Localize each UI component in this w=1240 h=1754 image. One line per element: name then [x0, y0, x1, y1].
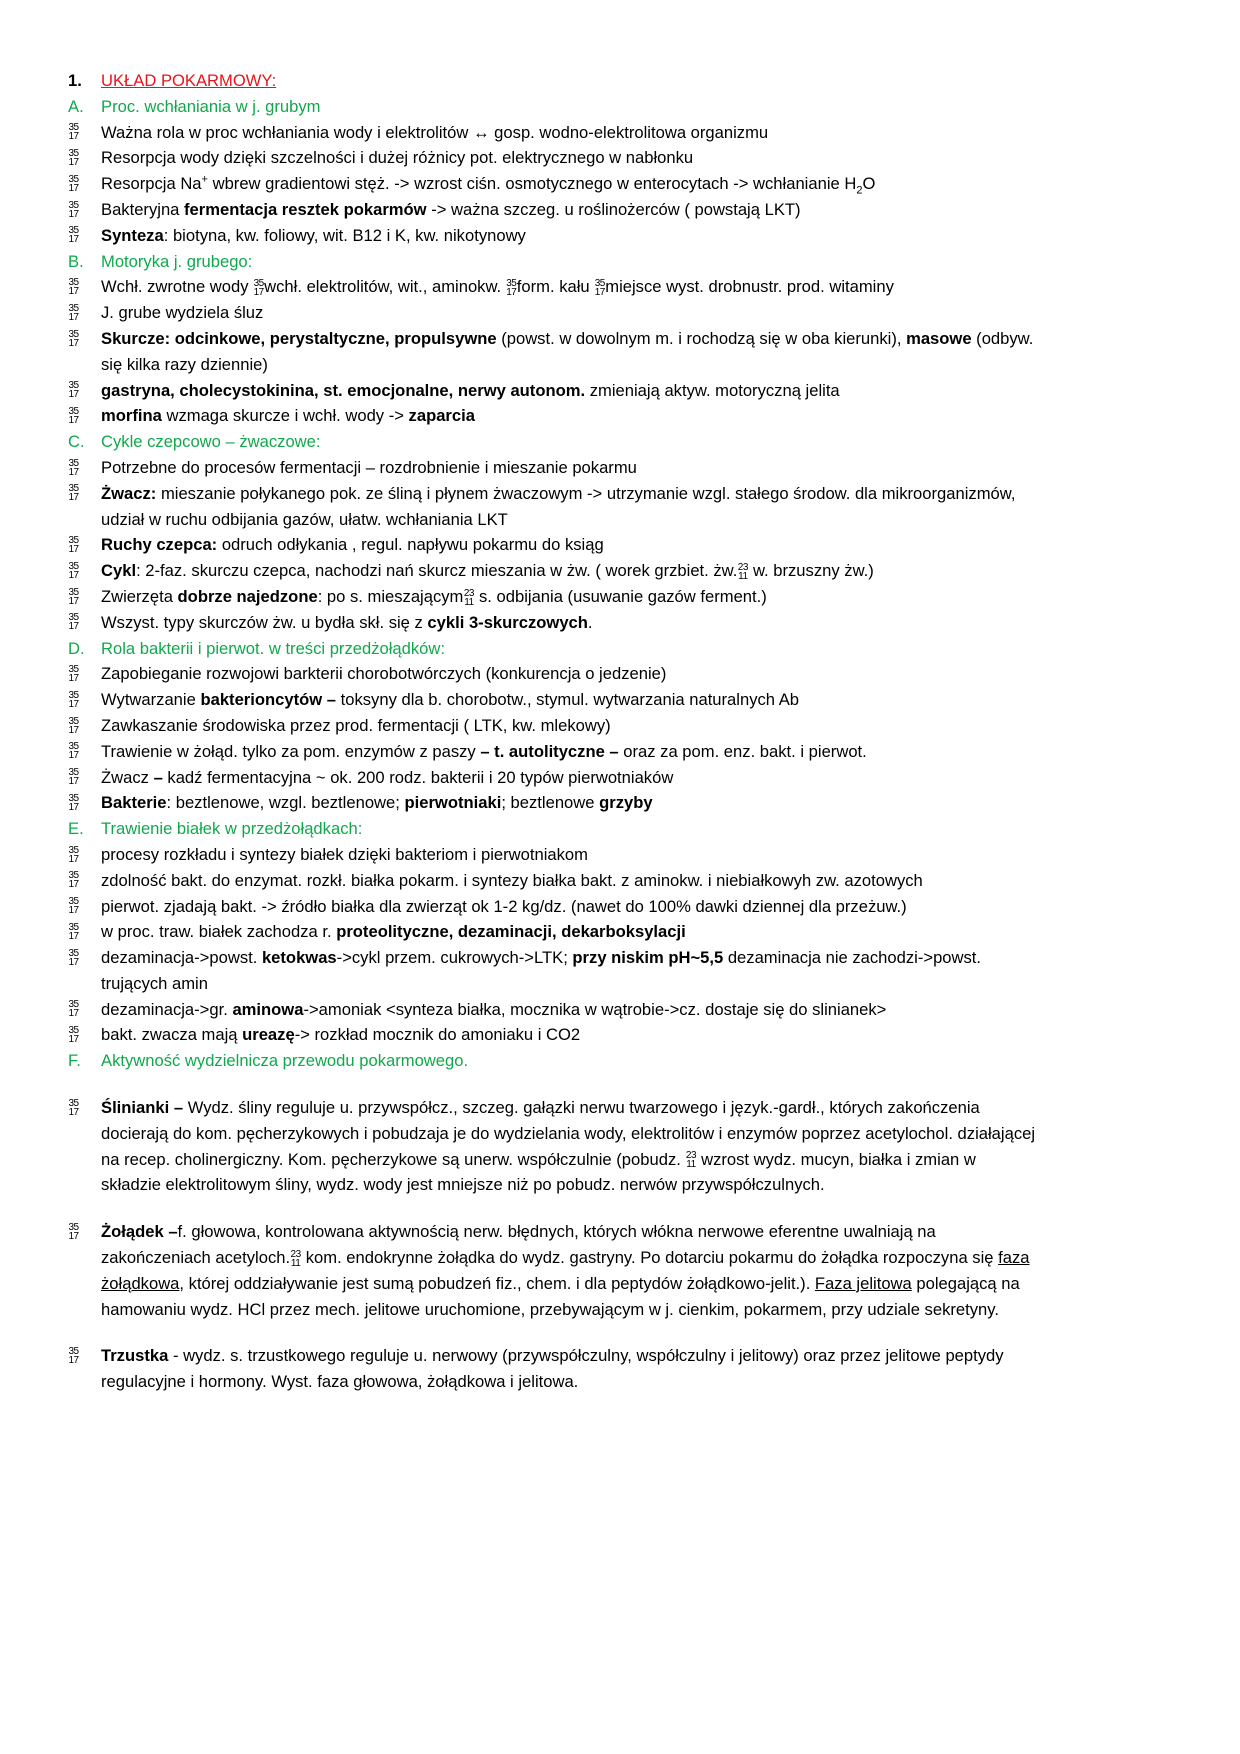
list-marker: [68, 197, 98, 223]
list-item: [68, 997, 1038, 1023]
glyph-bottom: 17: [68, 337, 79, 349]
glyph-bottom: 17: [68, 879, 79, 891]
glyph-top: 23: [463, 587, 474, 599]
text-segment: +: [201, 173, 208, 186]
list-item: [68, 945, 1038, 997]
text-segment: Cykl: [101, 561, 137, 581]
list-marker: [68, 739, 98, 765]
text-segment: : biotyna, kw. foliowy, wit. B12 i K, kw. nikotynowy: [163, 225, 526, 245]
list-item: [68, 713, 1038, 739]
glyph-top: 35: [68, 380, 79, 392]
list-item: [68, 532, 1038, 558]
text-segment: wchł. elektrolitów, wit., aminokw.: [264, 277, 506, 297]
text-segment: odruch odłykania , regul. napływu pokarmu do ksiąg: [217, 535, 604, 555]
glyph-bottom: 17: [68, 182, 79, 194]
text-segment: masowe: [906, 328, 972, 348]
glyph-top: 35: [68, 199, 79, 211]
bullet-glyph-icon: [290, 1250, 301, 1268]
bullet-glyph-icon: [506, 279, 517, 297]
text-segment: Wydz. śliny reguluje u. przywspółcz., szczeg. gałązki nerwu twarzowego i język.-gardł., których zakończenia docierają do kom. pęcherzykowych i pobudzaja je do wydzielania wody, elektrolitów i enzymów poprzez acetylochol. działającej na recep. cholinergiczny. Kom. pęcherzykowe są unerw. współczulnie (pobudz.: [101, 1098, 1036, 1169]
glyph-top: 35: [68, 1025, 79, 1037]
text-segment: kom. endokrynne żołądka do wydz. gastryny. Po dotarciu pokarmu do żołądka rozpoczyna się: [301, 1248, 999, 1268]
list-marker: [68, 997, 98, 1023]
section-title: Motoryka j. grubego:: [101, 251, 253, 271]
bullet-glyph-icon: [68, 278, 79, 296]
list-item: [68, 661, 1038, 687]
glyph-bottom: 17: [68, 414, 79, 426]
text-segment: O: [862, 174, 876, 194]
text-segment: wbrew gradientowi stęż. -> wzrost ciśn. osmotycznego w enterocytach -> wchłanianie H: [207, 174, 857, 194]
list-marker: [68, 300, 98, 326]
bullet-glyph-icon: [68, 1000, 79, 1018]
text-segment: : po s. mieszającym: [317, 586, 464, 606]
list-marker: [68, 532, 98, 558]
bullet-glyph-icon: [68, 149, 79, 167]
glyph-bottom: 17: [68, 930, 79, 942]
glyph-top: 35: [68, 534, 79, 546]
text-segment: Bakteryjna: [101, 199, 185, 219]
text-segment: kadź fermentacyjna ~ ok. 200 rodz. bakterii i 20 typów pierwotniaków: [162, 767, 674, 787]
text-segment: Żwacz:: [101, 483, 157, 503]
list-marker: [68, 713, 98, 739]
bullet-glyph-icon: [68, 1099, 79, 1117]
section-heading: [68, 429, 1038, 455]
sections: [68, 94, 1038, 1395]
bullet-glyph-icon: [68, 123, 79, 141]
bullet-glyph-icon: [68, 330, 79, 348]
glyph-top: 35: [68, 767, 79, 779]
list-marker: [68, 558, 98, 584]
glyph-top: 35: [68, 1097, 79, 1109]
list-marker: [68, 868, 98, 894]
list-item: [68, 868, 1038, 894]
list-marker: [68, 403, 98, 429]
list-item: [68, 790, 1038, 816]
section-title: Proc. wchłaniania w j. grubym: [101, 96, 321, 116]
document-title: [68, 68, 1038, 94]
text-segment: dezaminacja->powst.: [101, 948, 262, 968]
bullet-glyph-icon: [68, 871, 79, 889]
glyph-top: 23: [685, 1150, 697, 1162]
glyph-top: 35: [506, 277, 517, 289]
text-segment: J. grube wydziela śluz: [101, 303, 264, 323]
glyph-bottom: 17: [68, 157, 79, 168]
glyph-bottom: 17: [68, 234, 79, 246]
text-segment: 2: [856, 184, 863, 197]
bullet-glyph-icon: [68, 613, 79, 631]
list-item: [68, 274, 1038, 300]
glyph-bottom: 17: [253, 286, 264, 298]
list-marker: [68, 945, 98, 971]
text-segment: .: [587, 612, 593, 632]
bullet-glyph-icon: [68, 226, 79, 244]
glyph-top: 35: [68, 741, 79, 753]
list-marker: [68, 1095, 98, 1121]
bullet-glyph-icon: [68, 897, 79, 915]
glyph-bottom: 17: [68, 724, 79, 736]
bullet-glyph-icon: [737, 563, 748, 581]
text-segment: Resorpcja Na: [101, 174, 202, 194]
section-marker: E.: [68, 819, 84, 839]
bullet-glyph-icon: [68, 665, 79, 683]
list-item: [68, 481, 1038, 533]
list-marker: [68, 894, 98, 920]
list-marker: [68, 378, 98, 404]
list-item: [68, 894, 1038, 920]
glyph-top: 35: [68, 870, 79, 882]
glyph-bottom: 17: [68, 1106, 79, 1118]
bullet-glyph-icon: [685, 1151, 696, 1169]
text-segment: dobrze najedzone: [177, 586, 318, 606]
glyph-bottom: 17: [506, 286, 517, 298]
glyph-top: 35: [68, 148, 79, 159]
glyph-top: 35: [68, 1346, 79, 1358]
glyph-top: 35: [68, 302, 79, 314]
text-segment: przy niskim pH~5,5: [572, 948, 724, 968]
text-segment: Ruchy czepca:: [101, 535, 218, 555]
text-segment: wzmaga skurcze i wchł. wody ->: [161, 406, 409, 426]
glyph-top: 35: [68, 225, 79, 237]
bullet-glyph-icon: [68, 1026, 79, 1044]
text-segment: (odbyw. się kilka razy dziennie): [101, 328, 1034, 374]
text-segment: toksyny dla b. chorobotw., stymul. wytwarzania naturalnych Ab: [336, 690, 800, 710]
list-item: [68, 171, 1038, 197]
glyph-bottom: 17: [68, 492, 79, 504]
glyph-top: 35: [68, 947, 79, 959]
glyph-bottom: 11: [686, 1159, 696, 1171]
text-segment: : 2-faz. skurczu czepca, nachodzi nań skurcz mieszania w żw. ( worek grzbiet. żw.: [136, 561, 738, 581]
text-segment: Wszyst. typy skurczów żw. u bydła skł. się z: [101, 612, 428, 632]
text-segment: mieszanie połykanego pok. ze śliną i płynem żwaczowym -> utrzymanie wzgl. stałego środow. dla mikroorganizmów, udział w ruchu odbijania gazów, ułatw. wchłaniania LKT: [101, 483, 1016, 529]
bullet-glyph-icon: [68, 381, 79, 399]
glyph-top: 35: [68, 921, 79, 933]
glyph-bottom: 17: [68, 698, 79, 710]
text-segment: polegającą na hamowaniu wydz. HCl przez mech. jelitowe uruchomione, przebywającym w j. cienkim, pokarmem, przy udziale sekretyny.: [101, 1273, 1020, 1319]
glyph-bottom: 17: [68, 311, 79, 323]
bullet-glyph-icon: [68, 1347, 79, 1365]
list-item: [68, 739, 1038, 765]
glyph-top: 35: [68, 586, 79, 598]
section-title: Aktywność wydzielnicza przewodu pokarmowego.: [101, 1051, 469, 1071]
list-item: [68, 558, 1038, 584]
text-segment: Trzustka: [101, 1346, 169, 1366]
text-segment: faza żołądkowa: [101, 1248, 1030, 1293]
text-segment: proteolityczne, dezaminacji, dekarboksylacji: [336, 922, 686, 942]
title-number: 1.: [68, 71, 82, 90]
bullet-glyph-icon: [68, 304, 79, 322]
text-segment: Faza jelitowa: [814, 1273, 912, 1293]
list-marker: [68, 455, 98, 481]
glyph-top: 35: [68, 999, 79, 1011]
text-segment: bakt. zwacza mają: [101, 1025, 243, 1045]
glyph-top: 35: [68, 715, 79, 727]
glyph-bottom: 17: [68, 389, 79, 401]
text-segment: Wytwarzanie: [101, 690, 201, 710]
section-marker: D.: [68, 638, 85, 658]
text-segment: aminowa: [232, 999, 304, 1019]
list-marker: [68, 687, 98, 713]
text-segment: - wydz. s. trzustkowego reguluje u. nerwowy (przywspółczulny, współczulny i jelitowy) oraz przez jelitowe peptydy regulacyjne i hormony. Wyst. faza głowowa, żołądkowa i jelitowa.: [101, 1346, 1004, 1392]
text-segment: cykli 3-skurczowych: [427, 612, 588, 632]
text-segment: Trawienie w żołąd. tylko za pom. enzymów z paszy: [101, 741, 481, 761]
glyph-top: 35: [68, 276, 79, 288]
text-segment: wzrost wydz. mucyn, białka i zmian w składzie elektrolitowym śliny, wydz. wody jest mniejsze niż po pobudz. nerwów przywspółczulnych.: [101, 1149, 976, 1195]
list-item: [68, 687, 1038, 713]
text-segment: dezaminacja nie zachodzi->powst. trujących amin: [101, 948, 982, 993]
list-item: [68, 842, 1038, 868]
glyph-bottom: 17: [68, 672, 79, 684]
text-segment: ketokwas: [261, 948, 337, 968]
text-segment: – t. autolityczne –: [480, 741, 619, 761]
list-marker: [68, 790, 98, 816]
text-segment: ureazę: [242, 1025, 295, 1045]
list-item: [68, 378, 1038, 404]
glyph-bottom: 17: [68, 1034, 79, 1046]
glyph-bottom: 17: [68, 956, 79, 968]
list-marker: [68, 661, 98, 687]
bullet-glyph-icon: [68, 536, 79, 554]
text-segment: f. głowowa, kontrolowana aktywnością nerw. błędnych, których włókna nerwowe eferentne uwalniają na zakończeniach acetyloch.: [101, 1222, 936, 1268]
list-marker: [68, 919, 98, 945]
text-segment: s. odbijania (usuwanie gazów ferment.): [474, 586, 767, 606]
section-marker: C.: [68, 432, 85, 452]
section-heading: [68, 636, 1038, 662]
list-item: [68, 610, 1038, 636]
list-marker: [68, 120, 98, 146]
text-segment: ->amoniak <synteza białka, mocznika w wątrobie->cz. dostaje się do slinianek>: [303, 999, 887, 1019]
list-marker: [68, 1022, 98, 1048]
paragraph: [68, 1095, 1038, 1198]
paragraph: [68, 1343, 1038, 1395]
glyph-top: 35: [68, 689, 79, 701]
text-segment: Zwierzęta: [101, 586, 178, 606]
list-marker: [68, 584, 98, 610]
bullet-glyph-icon: [68, 768, 79, 786]
glyph-bottom: 17: [594, 286, 605, 298]
glyph-bottom: 17: [68, 1230, 79, 1242]
list-item: [68, 403, 1038, 429]
glyph-bottom: 17: [68, 466, 79, 478]
glyph-bottom: 17: [68, 776, 79, 788]
text-segment: oraz za pom. enz. bakt. i pierwot.: [618, 741, 867, 761]
text-segment: , której oddziaływanie jest sumą pobudzeń fiz., chem. i dla peptydów żołądkowo-jelit.).: [179, 1273, 815, 1293]
text-segment: Synteza: [101, 225, 164, 245]
bullet-glyph-icon: [68, 562, 79, 580]
text-segment: Zawkaszanie środowiska przez prod. fermentacji ( LTK, kw. mlekowy): [101, 715, 611, 735]
section-heading: [68, 94, 1038, 120]
glyph-top: 35: [68, 896, 79, 908]
list-item: [68, 584, 1038, 610]
bullet-glyph-icon: [68, 846, 79, 864]
text-segment: morfina: [101, 406, 162, 426]
list-item: [68, 1022, 1038, 1048]
glyph-top: 35: [594, 277, 605, 289]
glyph-top: 35: [68, 328, 79, 340]
glyph-top: 35: [68, 792, 79, 804]
list-marker: [68, 274, 98, 300]
bullet-glyph-icon: [68, 794, 79, 812]
text-segment: Żwacz: [101, 767, 154, 787]
bullet-glyph-icon: [68, 588, 79, 606]
glyph-bottom: 17: [68, 905, 79, 917]
text-segment: zaparcia: [408, 406, 475, 426]
list-marker: [68, 481, 98, 507]
glyph-bottom: 17: [68, 543, 79, 555]
glyph-bottom: 17: [68, 1355, 79, 1367]
list-marker: [68, 610, 98, 636]
text-segment: Wchł. zwrotne wody: [101, 277, 254, 297]
text-segment: Ślinianki –: [101, 1098, 184, 1118]
text-segment: Skurcze: odcinkowe, perystaltyczne, propulsywne: [101, 328, 497, 348]
text-segment: form. kału: [516, 277, 595, 297]
text-segment: –: [153, 767, 163, 787]
glyph-top: 35: [68, 844, 79, 856]
text-segment: -> ważna szczeg. u roślinożerców ( powstają LKT): [426, 199, 801, 219]
glyph-top: 35: [68, 405, 79, 417]
text-segment: Ważna rola w proc wchłaniania wody i elektrolitów ↔ gosp. wodno-elektrolitowa organizmu: [101, 122, 769, 142]
bullet-glyph-icon: [68, 484, 79, 502]
list-item: [68, 326, 1038, 378]
bullet-glyph-icon: [68, 1223, 79, 1241]
list-item: [68, 765, 1038, 791]
bullet-glyph-icon: [68, 691, 79, 709]
text-segment: grzyby: [599, 793, 653, 813]
list-marker: [68, 1219, 98, 1245]
glyph-bottom: 17: [68, 750, 79, 762]
text-segment: ; beztlenowe: [501, 793, 600, 813]
bullet-glyph-icon: [463, 589, 474, 607]
text-segment: dezaminacja->gr.: [101, 999, 233, 1019]
glyph-bottom: 17: [68, 131, 79, 143]
text-segment: miejsce wyst. drobnustr. prod. witaminy: [605, 277, 894, 297]
bullet-glyph-icon: [594, 279, 605, 297]
glyph-top: 23: [737, 561, 748, 573]
list-marker: [68, 223, 98, 249]
glyph-bottom: 17: [68, 1008, 79, 1020]
list-item: [68, 223, 1038, 249]
glyph-top: 35: [68, 1221, 79, 1233]
document-page: [68, 68, 1038, 1395]
list-item: [68, 145, 1038, 171]
list-marker: [68, 765, 98, 791]
section-title: Rola bakterii i pierwot. w treści przedżołądków:: [101, 638, 445, 658]
list-item: [68, 455, 1038, 481]
glyph-top: 23: [290, 1248, 301, 1260]
text-segment: -> rozkład mocznik do amoniaku i CO2: [294, 1025, 581, 1045]
glyph-bottom: 11: [464, 596, 474, 608]
bullet-glyph-icon: [68, 175, 79, 193]
list-marker: [68, 145, 98, 171]
text-segment: Potrzebne do procesów fermentacji – rozdrobnienie i mieszanie pokarmu: [101, 457, 637, 477]
text-segment: Zapobieganie rozwojowi barkterii chorobotwórczych (konkurencja o jedzenie): [101, 664, 667, 684]
text-segment: Bakterie: [101, 793, 167, 813]
glyph-bottom: 17: [68, 801, 79, 813]
text-segment: Resorpcja wody dzięki szczelności i dużej różnicy pot. elektrycznego w nabłonku: [101, 148, 694, 168]
text-segment: pierwotniaki: [404, 793, 502, 813]
bullet-glyph-icon: [68, 459, 79, 477]
glyph-bottom: 17: [68, 595, 79, 607]
text-segment: pierwot. zjadają bakt. -> źródło białka dla zwierząt ok 1-2 kg/dz. (nawet do 100% dawki dziennej dla przeżuw.): [101, 896, 907, 916]
glyph-bottom: 17: [68, 285, 79, 297]
paragraph: [68, 1219, 1038, 1322]
text-segment: : beztlenowe, wzgl. beztlenowe;: [166, 793, 405, 813]
section-marker: A.: [68, 96, 84, 116]
section-heading: [68, 816, 1038, 842]
glyph-top: 35: [68, 663, 79, 675]
bullet-glyph-icon: [68, 407, 79, 425]
bullet-glyph-icon: [68, 201, 79, 219]
glyph-top: 35: [68, 560, 79, 572]
section-marker: B.: [68, 251, 84, 271]
bullet-glyph-icon: [68, 949, 79, 967]
section-heading: [68, 249, 1038, 275]
text-segment: ->cykl przem. cukrowych->LTK;: [336, 948, 573, 968]
text-segment: fermentacja resztek pokarmów: [184, 199, 427, 219]
section-heading: [68, 1048, 1038, 1074]
list-marker: [68, 171, 98, 197]
glyph-bottom: 11: [290, 1257, 301, 1269]
bullet-glyph-icon: [68, 717, 79, 735]
text-segment: w. brzuszny żw.): [748, 561, 874, 581]
glyph-bottom: 17: [68, 853, 79, 865]
list-item: [68, 919, 1038, 945]
list-marker: [68, 1343, 98, 1369]
glyph-top: 35: [68, 483, 79, 495]
list-item: [68, 120, 1038, 146]
bullet-glyph-icon: [68, 923, 79, 941]
glyph-top: 35: [68, 457, 79, 469]
text-segment: Żołądek –: [101, 1222, 178, 1242]
bullet-glyph-icon: [68, 742, 79, 760]
section-title: Cykle czepcowo – żwaczowe:: [101, 432, 321, 452]
title-text: UKŁAD POKARMOWY:: [101, 71, 277, 90]
text-segment: (powst. w dowolnym m. i rochodzą się w oba kierunki),: [496, 328, 907, 348]
bullet-glyph-icon: [253, 279, 264, 297]
glyph-top: 35: [68, 122, 79, 134]
list-item: [68, 197, 1038, 223]
text-segment: w proc. traw. białek zachodza r.: [101, 922, 337, 942]
section-title: Trawienie białek w przedżołądkach:: [101, 819, 363, 839]
text-segment: zmieniają aktyw. motoryczną jelita: [585, 380, 840, 400]
list-marker: [68, 326, 98, 352]
text-segment: zdolność bakt. do enzymat. rozkł. białka pokarm. i syntezy białka bakt. z aminokw. i niebiałkowyh zw. azotowych: [101, 870, 923, 890]
glyph-bottom: 17: [68, 621, 79, 633]
list-marker: [68, 842, 98, 868]
glyph-top: 35: [68, 173, 79, 185]
text-segment: bakterioncytów –: [200, 690, 337, 710]
glyph-bottom: 17: [68, 208, 79, 220]
glyph-top: 35: [68, 612, 79, 624]
section-marker: F.: [68, 1051, 81, 1071]
text-segment: procesy rozkładu i syntezy białek dzięki bakteriom i pierwotniakom: [101, 844, 588, 864]
glyph-bottom: 11: [738, 570, 748, 582]
glyph-bottom: 17: [68, 569, 79, 581]
list-item: [68, 300, 1038, 326]
glyph-top: 35: [253, 277, 264, 289]
text-segment: gastryna, cholecystokinina, st. emocjonalne, nerwy autonom.: [101, 380, 586, 400]
